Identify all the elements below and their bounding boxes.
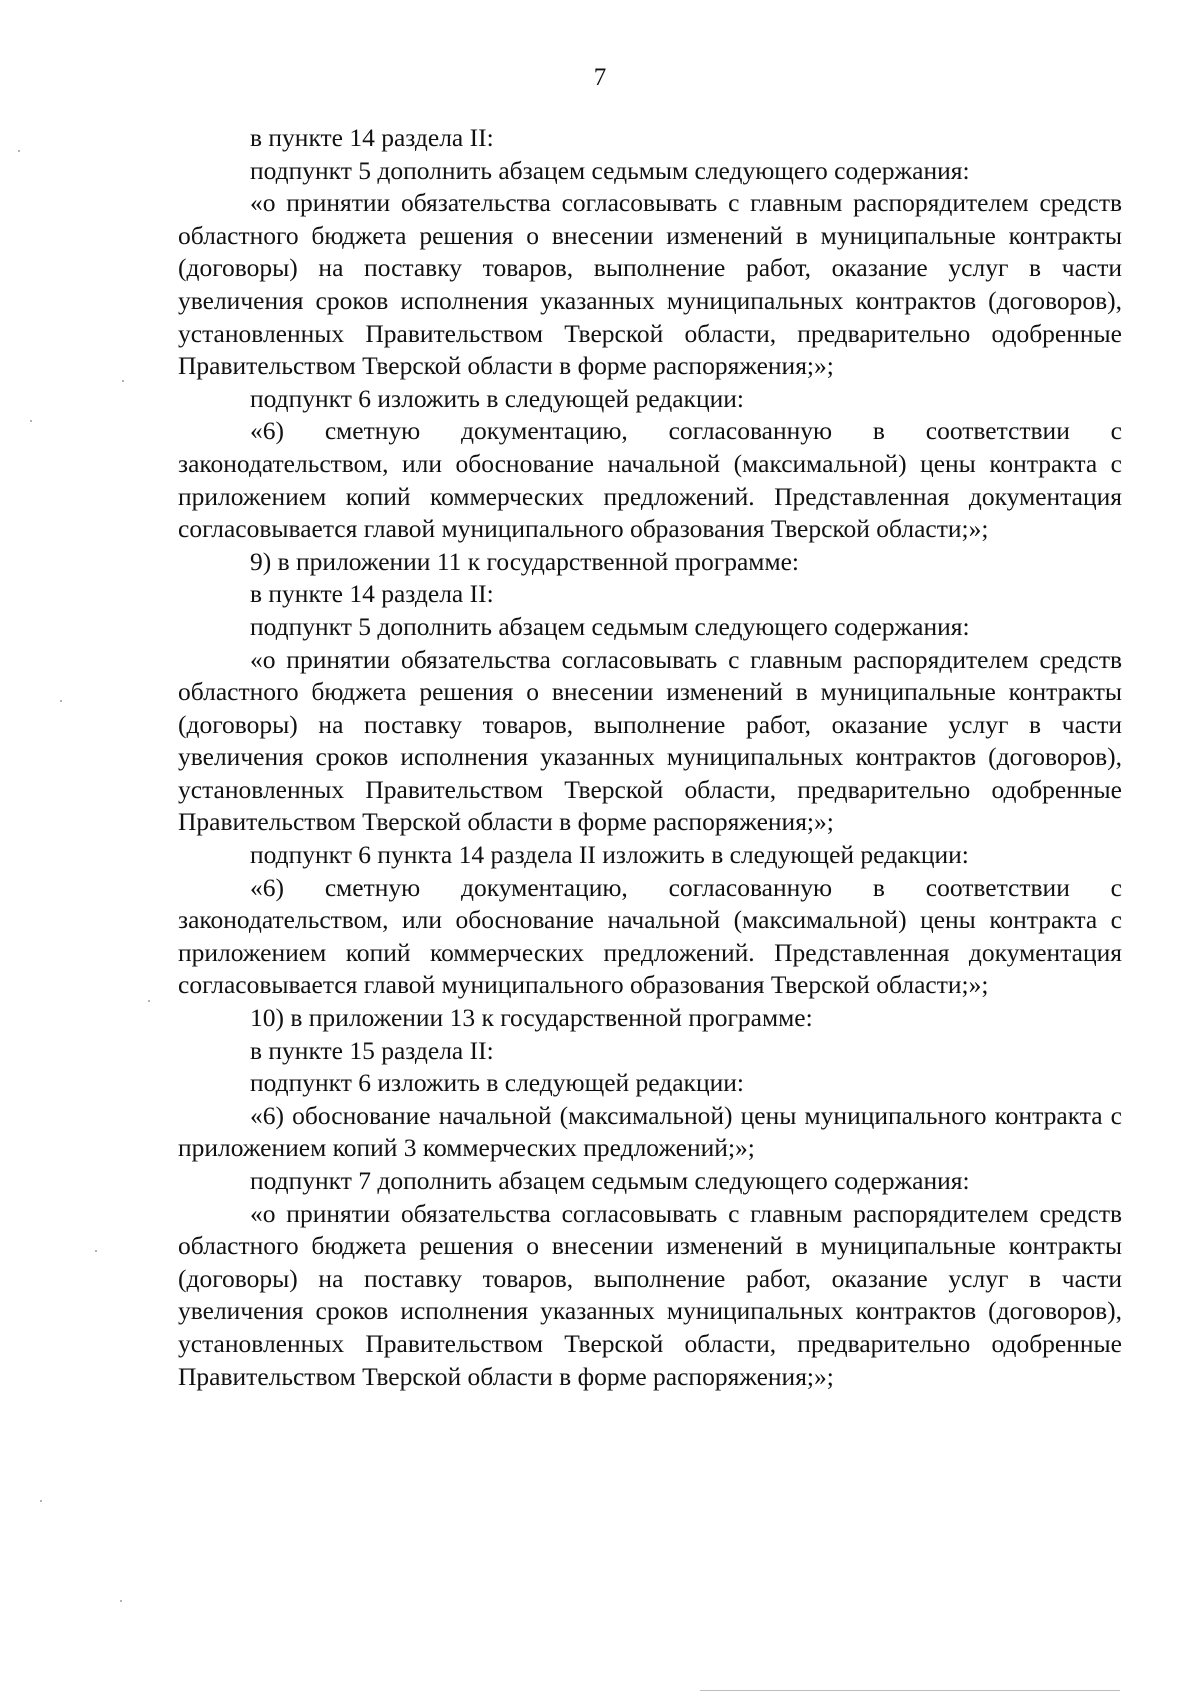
paragraph-13: в пункте 15 раздела II:: [250, 1035, 494, 1065]
paragraph-4: подпункт 6 изложить в следующей редакции:: [250, 383, 744, 413]
paragraph-8: подпункт 5 дополнить абзацем седьмым следующего содержания:: [250, 611, 970, 641]
paragraph-2: подпункт 5 дополнить абзацем седьмым следующего содержания:: [250, 155, 970, 185]
scan-speck: [40, 1500, 42, 1502]
paragraph-3: «о принятии обязательства согласовывать с главным распорядителем средств областного бюджета решения о внесении изменений в муниципальные контракты (договоры) на поставку товаров, выполнение работ, оказание услуг в части увеличения сроков исполнения указанных муниципальных контрактов (договоров), установленных Правительством Тверской области, предварительно одобренные Правительством Тверской области в форме распоряжения;»;: [178, 188, 1122, 381]
paragraph-5: «6) сметную документацию, согласованную в соответствии с законодательством, или обоснование начальной (максимальной) цены контракта с приложением копий коммерческих предложений. Представленная документация согласовывается главой муниципального образования Тверской области;»;: [178, 416, 1122, 544]
paragraph-12: 10) в приложении 13 к государственной программе:: [250, 1003, 813, 1033]
scan-speck: [148, 1000, 150, 1002]
paragraph-15: «6) обоснование начальной (максимальной) цены муниципального контракта с приложением копий 3 коммерческих предложений;»;: [178, 1100, 1122, 1163]
paragraph-11: «6) сметную документацию, согласованную в соответствии с законодательством, или обоснование начальной (максимальной) цены контракта с приложением копий коммерческих предложений. Представленная документация согласовывается главой муниципального образования Тверской области;»;: [178, 872, 1122, 1000]
scan-edge-line: [700, 1690, 1120, 1691]
scan-speck: [122, 380, 124, 382]
paragraph-14: подпункт 6 изложить в следующей редакции:: [250, 1068, 744, 1098]
document-body: [178, 122, 1122, 1393]
paragraph-9: «о принятии обязательства согласовывать с главным распорядителем средств областного бюджета решения о внесении изменений в муниципальные контракты (договоры) на поставку товаров, выполнение работ, оказание услуг в части увеличения сроков исполнения указанных муниципальных контрактов (договоров), установленных Правительством Тверской области, предварительно одобренные Правительством Тверской области в форме распоряжения;»;: [178, 644, 1122, 837]
paragraph-17: «о принятии обязательства согласовывать с главным распорядителем средств областного бюджета решения о внесении изменений в муниципальные контракты (договоры) на поставку товаров, выполнение работ, оказание услуг в части увеличения сроков исполнения указанных муниципальных контрактов (договоров), установленных Правительством Тверской области, предварительно одобренные Правительством Тверской области в форме распоряжения;»;: [178, 1198, 1122, 1391]
page-number: 7: [593, 64, 607, 91]
scan-speck: [120, 1600, 122, 1602]
scan-speck: [30, 420, 32, 422]
paragraph-1: в пункте 14 раздела II:: [250, 123, 494, 152]
paragraph-6: 9) в приложении 11 к государственной программе:: [250, 546, 799, 576]
paragraph-16: подпункт 7 дополнить абзацем седьмым следующего содержания:: [250, 1166, 970, 1195]
paragraph-10: подпункт 6 пункта 14 раздела II изложить в следующей редакции:: [250, 840, 969, 870]
scan-speck: [60, 700, 62, 702]
paragraph-7: в пункте 14 раздела II:: [250, 579, 494, 609]
scan-speck: [18, 150, 20, 152]
scan-speck: [95, 1250, 97, 1252]
